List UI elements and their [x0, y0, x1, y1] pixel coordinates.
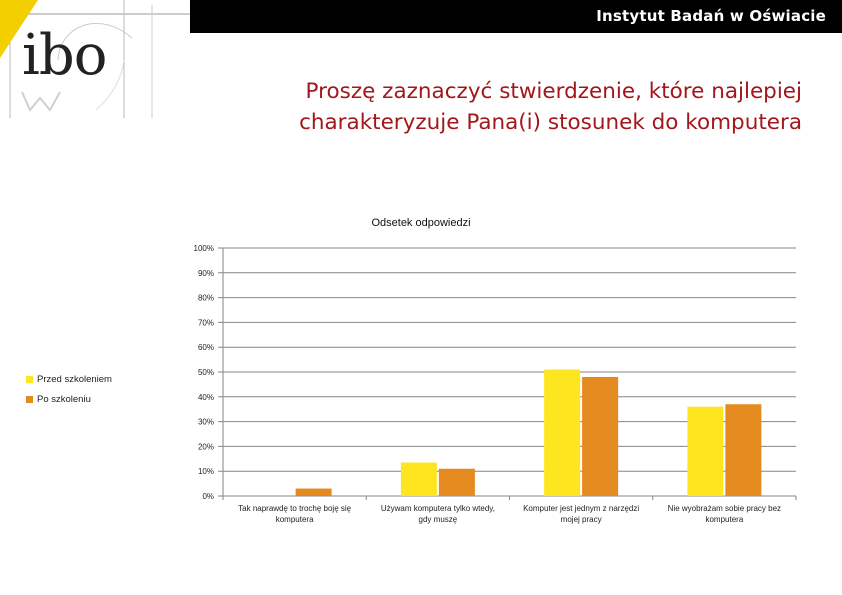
y-tick-label: 60% — [197, 343, 214, 353]
y-tick-label: 30% — [197, 417, 214, 427]
legend — [26, 369, 112, 409]
y-tick-label: 0% — [202, 492, 214, 501]
y-tick-label: 100% — [193, 244, 214, 253]
bar-series-2 — [582, 377, 618, 496]
bar-series-2 — [725, 404, 761, 496]
legend-label-series-2: Po szkoleniu — [37, 393, 91, 405]
logo-text: ibo — [22, 23, 107, 88]
x-category-label: komputera — [275, 515, 314, 524]
y-tick-label: 70% — [197, 318, 214, 328]
x-category-label: Używam komputera tylko wtedy, — [380, 504, 495, 513]
bar-series-2 — [439, 469, 475, 496]
x-category-label: gdy muszę — [418, 515, 458, 524]
y-tick-label: 90% — [197, 268, 214, 278]
bar-series-2 — [296, 489, 332, 496]
y-tick-label: 80% — [197, 293, 214, 303]
y-tick-label: 20% — [197, 442, 214, 452]
y-tick-label: 10% — [197, 467, 214, 477]
y-tick-label: 40% — [197, 392, 214, 402]
chart-title: Odsetek odpowiedzi — [371, 217, 471, 229]
legend-label-series-1: Przed szkoleniem — [37, 373, 112, 385]
x-category-label: Nie wyobrażam sobie pracy bez — [667, 504, 782, 513]
institute-name: Instytut Badań w Oświacie — [596, 7, 826, 25]
title-line-2: charakteryzuje Pana(i) stosunek do komputera — [299, 110, 802, 135]
title-line-1: Proszę zaznaczyć stwierdzenie, które najlepiej — [305, 79, 802, 104]
legend-item-series-1 — [26, 369, 112, 389]
x-category-label: Tak naprawdę to trochę boję się — [238, 504, 352, 513]
y-tick-label: 50% — [197, 368, 214, 377]
x-category-label: mojej pracy — [560, 515, 602, 524]
bar-series-1 — [687, 407, 723, 496]
legend-swatch-series-2 — [26, 396, 33, 403]
legend-item-series-2 — [26, 389, 112, 409]
x-category-label: Komputer jest jednym z narzędzi — [523, 504, 640, 513]
bar-series-1 — [544, 370, 580, 496]
legend-swatch-series-1 — [26, 376, 33, 383]
bar-series-1 — [401, 463, 437, 496]
x-category-label: komputera — [705, 515, 744, 524]
